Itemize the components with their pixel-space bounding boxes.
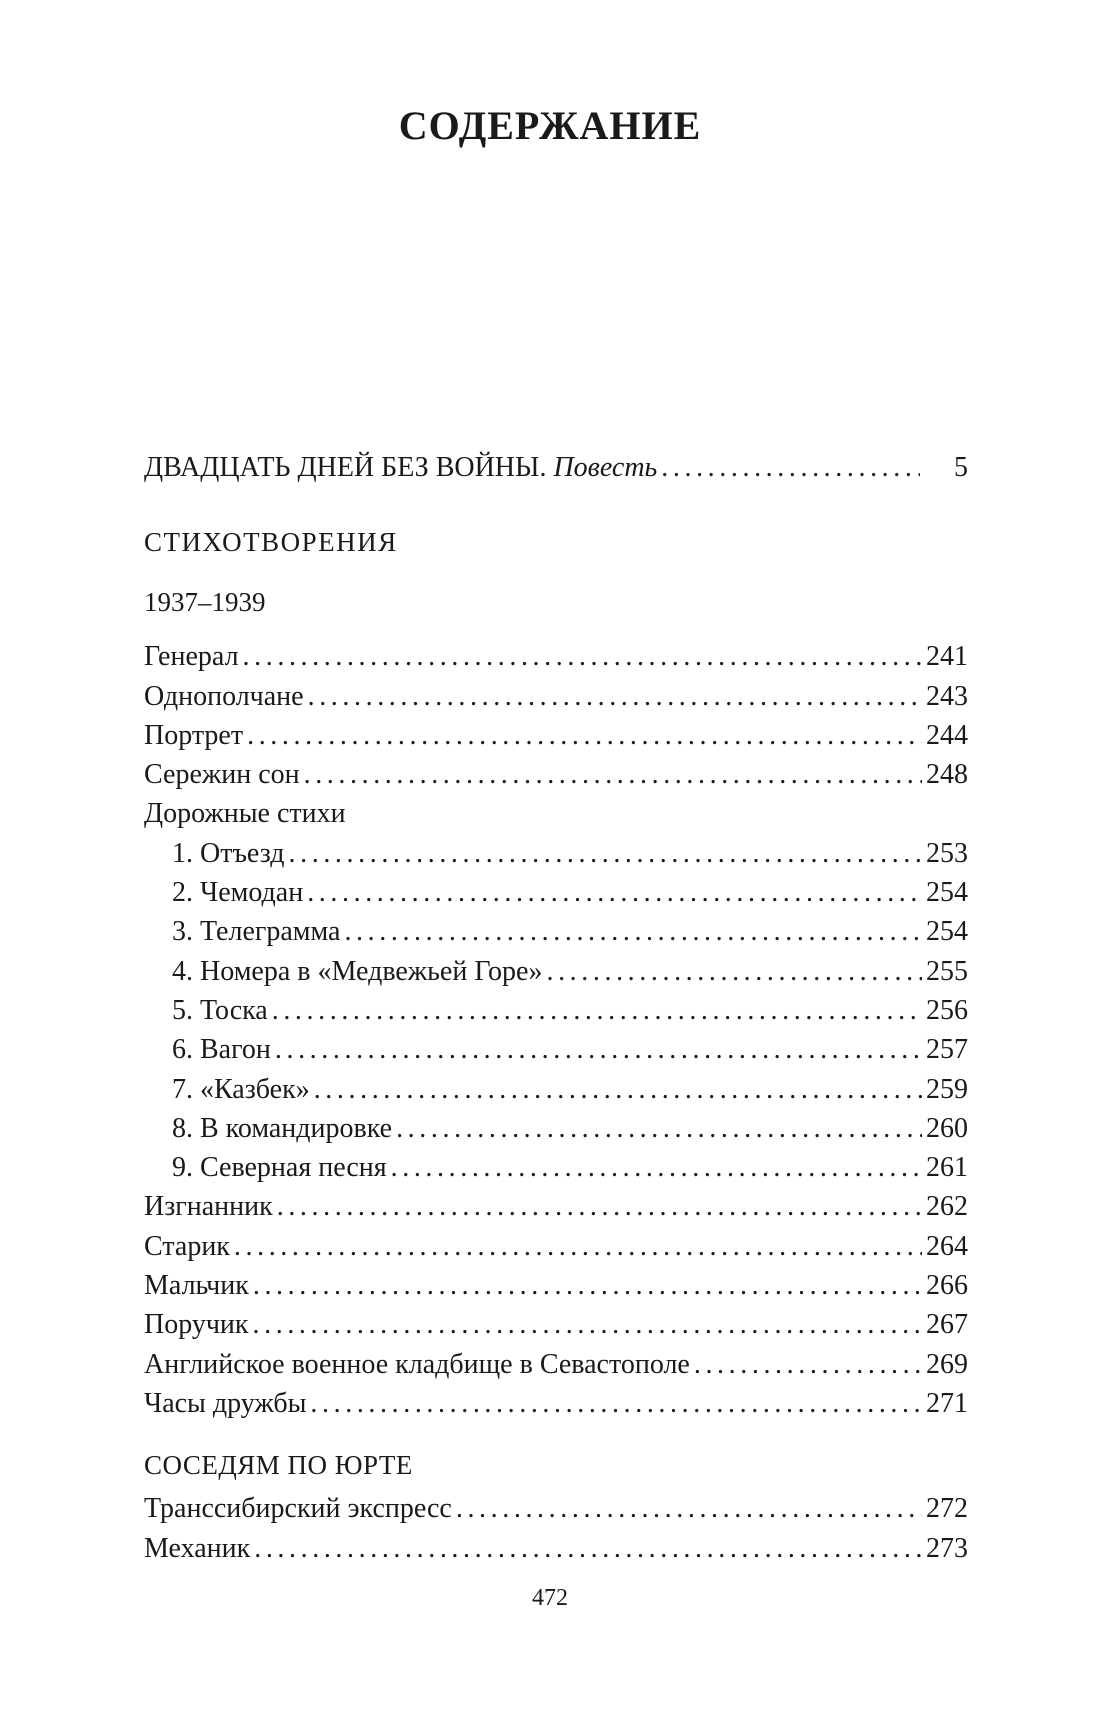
toc-entry-label: Транссибирский экспресс — [144, 1493, 452, 1525]
toc-entry-page: 266 — [926, 1270, 968, 1302]
dot-leader — [253, 1266, 922, 1305]
page-number: 472 — [532, 1585, 568, 1611]
table-of-contents — [144, 448, 968, 1568]
toc-subentry[interactable] — [144, 1109, 968, 1148]
toc-entry-page: 256 — [926, 994, 968, 1026]
toc-entry-page: 243 — [926, 680, 968, 712]
toc-entry-label: 2. Чемодан — [172, 877, 304, 909]
year-range-heading: 1937–1939 — [144, 587, 266, 618]
toc-entry[interactable] — [144, 1489, 968, 1528]
toc-entry-label: Английское военное кладбище в Севастополе — [144, 1348, 690, 1380]
toc-subentry[interactable] — [144, 991, 968, 1030]
toc-entry-page: 253 — [926, 837, 968, 869]
toc-entry-label: Старик — [144, 1230, 230, 1262]
toc-entry[interactable] — [144, 677, 968, 716]
toc-entry-label: 1. Отъезд — [172, 837, 285, 869]
dot-leader — [546, 952, 922, 991]
toc-entry-page: 259 — [926, 1073, 968, 1105]
toc-entry-page: 264 — [926, 1230, 968, 1262]
toc-entry[interactable] — [144, 1384, 968, 1423]
toc-entry-page: 267 — [926, 1309, 968, 1341]
dot-leader — [308, 677, 922, 716]
dot-leader — [289, 834, 922, 873]
toc-entry[interactable] — [144, 1227, 968, 1266]
toc-entry-page: 257 — [926, 1034, 968, 1066]
toc-entry-label: 3. Телеграмма — [172, 916, 341, 948]
toc-entry-page: 261 — [926, 1152, 968, 1184]
toc-entry-page: 5 — [954, 452, 968, 483]
dot-leader — [391, 1148, 922, 1187]
toc-entry[interactable] — [144, 1187, 968, 1226]
toc-entry-label: Механик — [144, 1532, 251, 1564]
dot-leader — [234, 1227, 922, 1266]
dot-leader — [314, 1070, 922, 1109]
toc-entry-page: 262 — [926, 1191, 968, 1223]
section-heading-yurt: СОСЕДЯМ ПО ЮРТЕ — [144, 1450, 413, 1481]
dot-leader — [310, 1384, 922, 1423]
toc-subentry[interactable] — [144, 1070, 968, 1109]
toc-subentry[interactable] — [144, 1148, 968, 1187]
toc-entry-page: 260 — [926, 1112, 968, 1144]
toc-entry-page: 254 — [926, 877, 968, 909]
toc-entry-page: 272 — [926, 1493, 968, 1525]
dot-leader — [254, 1529, 922, 1568]
dot-leader — [247, 716, 922, 755]
toc-entry[interactable] — [144, 637, 968, 676]
genre-note: Повесть — [553, 452, 658, 483]
section-heading-poems: СТИХОТВОРЕНИЯ — [144, 527, 398, 558]
toc-entry-page: 248 — [926, 759, 968, 791]
toc-entry[interactable] — [144, 1305, 968, 1344]
toc-entry-label: 6. Вагон — [172, 1034, 271, 1066]
toc-entry-label: 9. Северная песня — [172, 1152, 387, 1184]
toc-entry[interactable] — [144, 1345, 968, 1384]
dot-leader — [272, 991, 922, 1030]
toc-subentry[interactable] — [144, 834, 968, 873]
toc-entry-page: 255 — [926, 955, 968, 987]
toc-entry[interactable] — [144, 1266, 968, 1305]
toc-entry[interactable] — [144, 1529, 968, 1568]
toc-entry-label: 4. Номера в «Медвежьей Горе» — [172, 955, 543, 987]
dot-leader — [275, 1030, 922, 1069]
dot-leader — [304, 755, 922, 794]
toc-entry[interactable] — [144, 755, 968, 794]
toc-entry-page: 271 — [926, 1387, 968, 1419]
dot-leader — [661, 448, 920, 487]
toc-entry[interactable] — [144, 716, 968, 755]
toc-entry-label: 8. В командировке — [172, 1112, 393, 1144]
toc-subentry[interactable] — [144, 952, 968, 991]
toc-entry-label: Генерал — [144, 641, 239, 673]
dot-leader — [253, 1305, 922, 1344]
dot-leader — [456, 1489, 922, 1528]
toc-subentry[interactable] — [144, 873, 968, 912]
toc-entry-label: Портрет — [144, 719, 244, 751]
toc-entry-label: Поручик — [144, 1309, 249, 1341]
toc-subentry[interactable] — [144, 1030, 968, 1069]
toc-entry-label: Мальчик — [144, 1270, 249, 1302]
toc-entry-page: 254 — [926, 916, 968, 948]
dot-leader — [344, 912, 922, 951]
dot-leader — [243, 637, 922, 676]
toc-entry-page: 273 — [926, 1532, 968, 1564]
dot-leader — [277, 1187, 922, 1226]
toc-entry-label: 5. Тоска — [172, 994, 268, 1026]
dot-leader — [396, 1109, 922, 1148]
page-title: СОДЕРЖАНИЕ — [398, 103, 702, 148]
toc-entry-page: 244 — [926, 719, 968, 751]
toc-entry-novella[interactable] — [144, 448, 968, 487]
dot-leader — [694, 1345, 922, 1384]
toc-entry-page: 269 — [926, 1348, 968, 1380]
toc-entry-label: Изгнанник — [144, 1191, 273, 1223]
toc-entry-label: Однополчане — [144, 680, 304, 712]
toc-entry-page: 241 — [926, 641, 968, 673]
toc-subentry[interactable] — [144, 912, 968, 951]
toc-entry-label: Сережин сон — [144, 759, 300, 791]
toc-entry-label: 7. «Казбек» — [172, 1073, 310, 1105]
toc-entry-label: Часы дружбы — [144, 1387, 307, 1419]
cycle-heading: Дорожные стихи — [144, 798, 346, 830]
dot-leader — [307, 873, 922, 912]
toc-entry-label: ДВАДЦАТЬ ДНЕЙ БЕЗ ВОЙНЫ. Повесть — [144, 452, 658, 483]
